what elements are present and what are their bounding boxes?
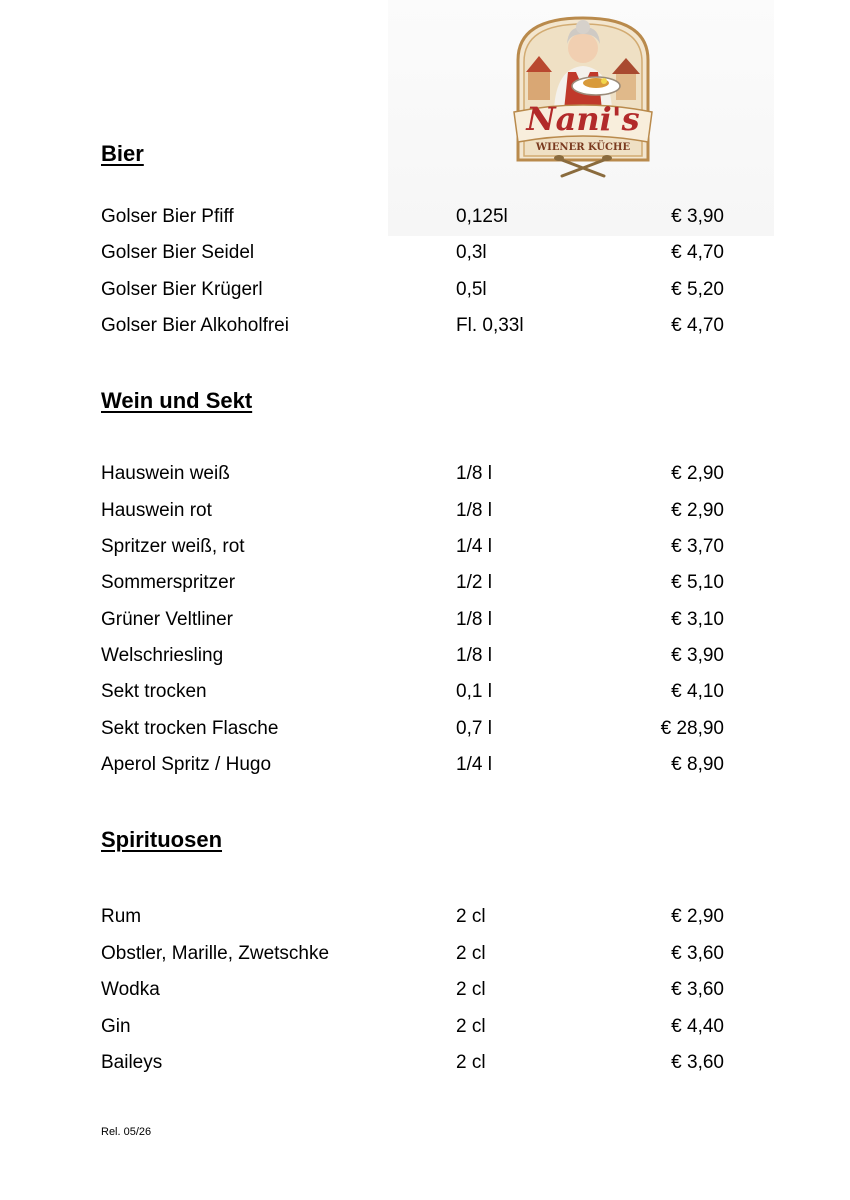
item-quantity: 1/4 l: [456, 754, 492, 775]
item-name: Obstler, Marille, Zwetschke: [101, 943, 330, 964]
item-quantity: 1/2 l: [456, 572, 492, 593]
item-name: Baileys: [101, 1052, 163, 1073]
item-price: € 4,10: [671, 681, 724, 702]
release-note: Rel. 05/26: [101, 1126, 152, 1138]
menu-item: [101, 242, 741, 268]
item-price: € 5,10: [671, 572, 724, 593]
item-name: Sommerspritzer: [101, 572, 236, 593]
menu-item: [101, 906, 741, 932]
item-name: Spritzer weiß, rot: [101, 536, 245, 557]
item-price: € 5,20: [671, 279, 724, 300]
item-price: € 3,10: [671, 609, 724, 630]
item-name: Golser Bier Pfiff: [101, 206, 234, 227]
item-quantity: 0,5l: [456, 279, 487, 300]
item-quantity: 2 cl: [456, 979, 486, 1000]
item-quantity: 2 cl: [456, 1052, 486, 1073]
menu-item: [101, 609, 741, 635]
item-price: € 3,60: [671, 979, 724, 1000]
item-name: Rum: [101, 906, 142, 927]
menu-item: [101, 463, 741, 489]
item-price: € 4,70: [671, 242, 724, 263]
menu-item: [101, 206, 741, 232]
menu-item: [101, 943, 741, 969]
item-price: € 3,60: [671, 1052, 724, 1073]
item-quantity: 2 cl: [456, 906, 486, 927]
logo-area: [388, 0, 774, 236]
item-name: Sekt trocken Flasche: [101, 718, 279, 739]
item-price: € 2,90: [671, 500, 724, 521]
menu-item: [101, 1052, 741, 1078]
item-name: Hauswein weiß: [101, 463, 230, 484]
item-quantity: 1/4 l: [456, 536, 492, 557]
item-quantity: 1/8 l: [456, 500, 492, 521]
logo-brand-text: Nani's: [526, 100, 640, 138]
item-quantity: 0,1 l: [456, 681, 492, 702]
item-price: € 4,40: [671, 1016, 724, 1037]
item-price: € 4,70: [671, 315, 724, 336]
section-title-spirituosen: Spirituosen: [101, 827, 223, 852]
item-name: Golser Bier Krügerl: [101, 279, 263, 300]
item-quantity: 0,125l: [456, 206, 508, 227]
menu-item: [101, 979, 741, 1005]
menu-item: [101, 572, 741, 598]
item-name: Sekt trocken: [101, 681, 207, 702]
item-name: Grüner Veltliner: [101, 609, 234, 630]
menu-item: [101, 536, 741, 562]
item-price: € 2,90: [671, 906, 724, 927]
item-price: € 28,90: [660, 718, 724, 739]
item-price: € 8,90: [671, 754, 724, 775]
item-name: Hauswein rot: [101, 500, 212, 521]
item-price: € 3,60: [671, 943, 724, 964]
item-name: Welschriesling: [101, 645, 224, 666]
section-title-bier: Bier: [101, 141, 144, 166]
menu-item: [101, 681, 741, 707]
item-quantity: 1/8 l: [456, 609, 492, 630]
item-quantity: 0,3l: [456, 242, 487, 263]
item-price: € 3,90: [671, 206, 724, 227]
item-name: Golser Bier Alkoholfrei: [101, 315, 289, 336]
menu-item: [101, 1016, 741, 1042]
item-quantity: Fl. 0,33l: [456, 315, 524, 336]
item-quantity: 2 cl: [456, 943, 486, 964]
item-name: Golser Bier Seidel: [101, 242, 255, 263]
item-name: Wodka: [101, 979, 160, 1000]
item-price: € 3,70: [671, 536, 724, 557]
menu-item: [101, 500, 741, 526]
menu-item: [101, 754, 741, 780]
item-quantity: 1/8 l: [456, 645, 492, 666]
section-title-wein-und-sekt: Wein und Sekt: [101, 388, 253, 413]
item-quantity: 2 cl: [456, 1016, 486, 1037]
menu-item: [101, 645, 741, 671]
item-price: € 3,90: [671, 645, 724, 666]
item-name: Gin: [101, 1016, 131, 1037]
nanis-logo: [504, 10, 662, 182]
item-quantity: 0,7 l: [456, 718, 492, 739]
menu-item: [101, 718, 741, 744]
menu-item: [101, 315, 741, 341]
item-quantity: 1/8 l: [456, 463, 492, 484]
item-price: € 2,90: [671, 463, 724, 484]
menu-item: [101, 279, 741, 305]
logo-tagline-text: WIENER KÜCHE: [535, 142, 631, 153]
item-name: Aperol Spritz / Hugo: [101, 754, 272, 775]
